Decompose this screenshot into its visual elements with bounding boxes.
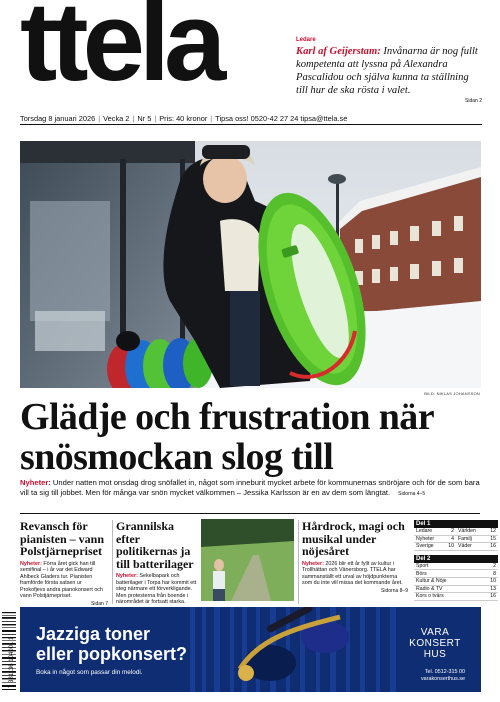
separator: |: [154, 113, 157, 123]
index-entry: Familj: [458, 535, 472, 542]
index-page: 10: [448, 543, 454, 550]
index-entry: Kors o tvärs: [416, 593, 444, 600]
index-page: 16: [490, 593, 496, 600]
separator: |: [210, 113, 213, 123]
index-section-1-title: Del 1: [414, 520, 498, 528]
index-entry: Sport: [416, 563, 429, 570]
logo-line-1: VARA: [420, 627, 450, 638]
editorial-body: Invånarna är nog fullt kompetenta att lyssna på Alexandra Pascalidou och själva kunna ta ställning till hur de ska rösta i valet.: [296, 46, 478, 96]
concert-hall-ad[interactable]: [20, 607, 481, 692]
logo-line-3: HUS: [423, 649, 447, 660]
issue-price: Pris: 40 kronor: [159, 113, 208, 123]
teaser-text: [20, 561, 108, 608]
index-page: 2: [451, 528, 454, 535]
index-page: 4: [451, 535, 454, 542]
index-entry: Börs: [416, 570, 427, 577]
index-page: 16: [490, 543, 496, 550]
index-page: 13: [490, 585, 496, 592]
index-row[interactable]: [414, 563, 498, 571]
ad-contact: [421, 669, 465, 683]
editorial-author: Karl af Geijerstam:: [296, 46, 381, 57]
main-photo: [20, 141, 481, 388]
snow-sled-photo: [20, 141, 481, 388]
divider: [298, 520, 299, 604]
teaser-label: Nyheter:: [20, 560, 42, 567]
editorial-teaser[interactable]: [296, 37, 482, 104]
teaser-title: Grannilska efter politikernas ja till batterilager: [116, 519, 194, 571]
editorial-tag: Ledare: [296, 37, 316, 43]
index-row[interactable]: [414, 536, 498, 544]
photo-credit: BILD: NIKLAS JOHANSSON: [424, 391, 480, 396]
main-headline[interactable]: Glädje och frustration när snösmockan slog till: [20, 396, 434, 478]
teaser-row: [20, 513, 496, 608]
main-lead: [20, 478, 480, 499]
teaser-label: Nyheter:: [302, 560, 324, 567]
divider: [112, 520, 113, 604]
lead-text: Under natten mot onsdag drog snöfallet in, något som inneburit mycket arbete för kommunernas snöröjare och för de som bara vill ta sig till jobbet. Men för många var snön mycket välkommen – Jessika Karlsson är en av dem som längtat.: [20, 478, 480, 497]
index-entry: Väder: [458, 543, 472, 550]
teaser-title: Hårdrock, magi och musikal under nöjesåret: [302, 519, 405, 558]
ttela-logo[interactable]: ttela: [20, 0, 221, 104]
index-page: 15: [490, 535, 496, 542]
lead-section-label: Nyheter:: [20, 478, 51, 487]
teaser-pianist[interactable]: [20, 520, 108, 608]
index-row[interactable]: [414, 578, 498, 586]
teaser-title: Revansch för pianisten – vann Polstjärnepriset: [20, 519, 105, 558]
index-entry: Kultur & Nöje: [416, 578, 447, 585]
index-row[interactable]: [414, 586, 498, 594]
separator: |: [98, 113, 101, 123]
vara-konserthus-logo: [405, 627, 465, 660]
index-page: 2: [493, 563, 496, 570]
issue-number: Nr 5: [137, 113, 152, 123]
index-page: 10: [490, 578, 496, 585]
teaser-body: Förra året gick han till semifinal – i år var det Edward Ahlbeck Gladers tur. Pianisten framförde första satsen ur Prokofjevs andra pianokonsert och vann Polstjärnepriset.: [20, 560, 104, 600]
index-page: 8: [493, 570, 496, 577]
ad-headline: [36, 624, 187, 664]
editorial-text: [296, 45, 482, 97]
editorial-page-ref: Sidan 2: [465, 98, 482, 104]
ad-headline-line-1: Jazziga toner: [36, 624, 151, 644]
teaser-page-ref: Sidorna 8–9: [381, 587, 408, 594]
issue-week: Vecka 2: [103, 113, 130, 123]
masthead: [0, 0, 500, 112]
ad-phone: Tel. 0512-315 00: [424, 669, 465, 675]
index-entry: Sverige: [416, 543, 434, 550]
issue-date: Torsdag 8 januari 2026: [20, 113, 96, 123]
index-entry: Världen: [458, 528, 476, 535]
index-entry: Ledare: [416, 528, 433, 535]
ad-website[interactable]: varakonserthus.se: [420, 676, 465, 682]
field-photo: [201, 519, 294, 601]
index-row[interactable]: [414, 543, 498, 551]
teaser-page-ref: Sidan 7: [91, 601, 108, 608]
logo-line-2: KONSERT: [409, 638, 461, 649]
index-entry: Nyheter: [416, 535, 435, 542]
lead-page-ref: Sidorna 4–5: [398, 491, 426, 497]
index-row[interactable]: [414, 593, 498, 601]
contents-index: [414, 519, 498, 601]
barcode-number: 7 381136 104001 1: [9, 636, 15, 688]
teaser-body: Sekelbapark och batterilager i Torpa har kommit ett steg närmare ett förverkligande. Men protesterna från boende i närområdet är fortsatt starka.: [116, 573, 197, 606]
index-row[interactable]: [414, 570, 498, 578]
teaser-photo: [201, 519, 294, 601]
teaser-label: Nyheter:: [116, 573, 138, 579]
index-entry: Radio & TV: [416, 585, 443, 592]
ad-subtitle: Boka in något som passar din melodi.: [36, 669, 143, 676]
issue-info-bar: [20, 113, 482, 125]
ad-headline-line-2: eller popkonsert?: [36, 644, 188, 664]
teaser-body: 2026 blir ett år fyllt av kultur i Trollhättan och Vänersborg. TTELA har sammanställt ett urval av höjdpunkterna som du inte vill missa det kommande året.: [302, 560, 403, 587]
index-row[interactable]: [414, 528, 498, 536]
teaser-culture[interactable]: [302, 520, 408, 594]
index-section-2-title: Del 2: [414, 555, 498, 563]
tips-contact[interactable]: Tipsa oss! 0520-42 27 24 tipsa@ttela.se: [215, 113, 348, 123]
separator: |: [132, 113, 135, 123]
teaser-battery[interactable]: [116, 520, 198, 614]
index-page: 12: [490, 528, 496, 535]
teaser-text: [302, 561, 408, 595]
